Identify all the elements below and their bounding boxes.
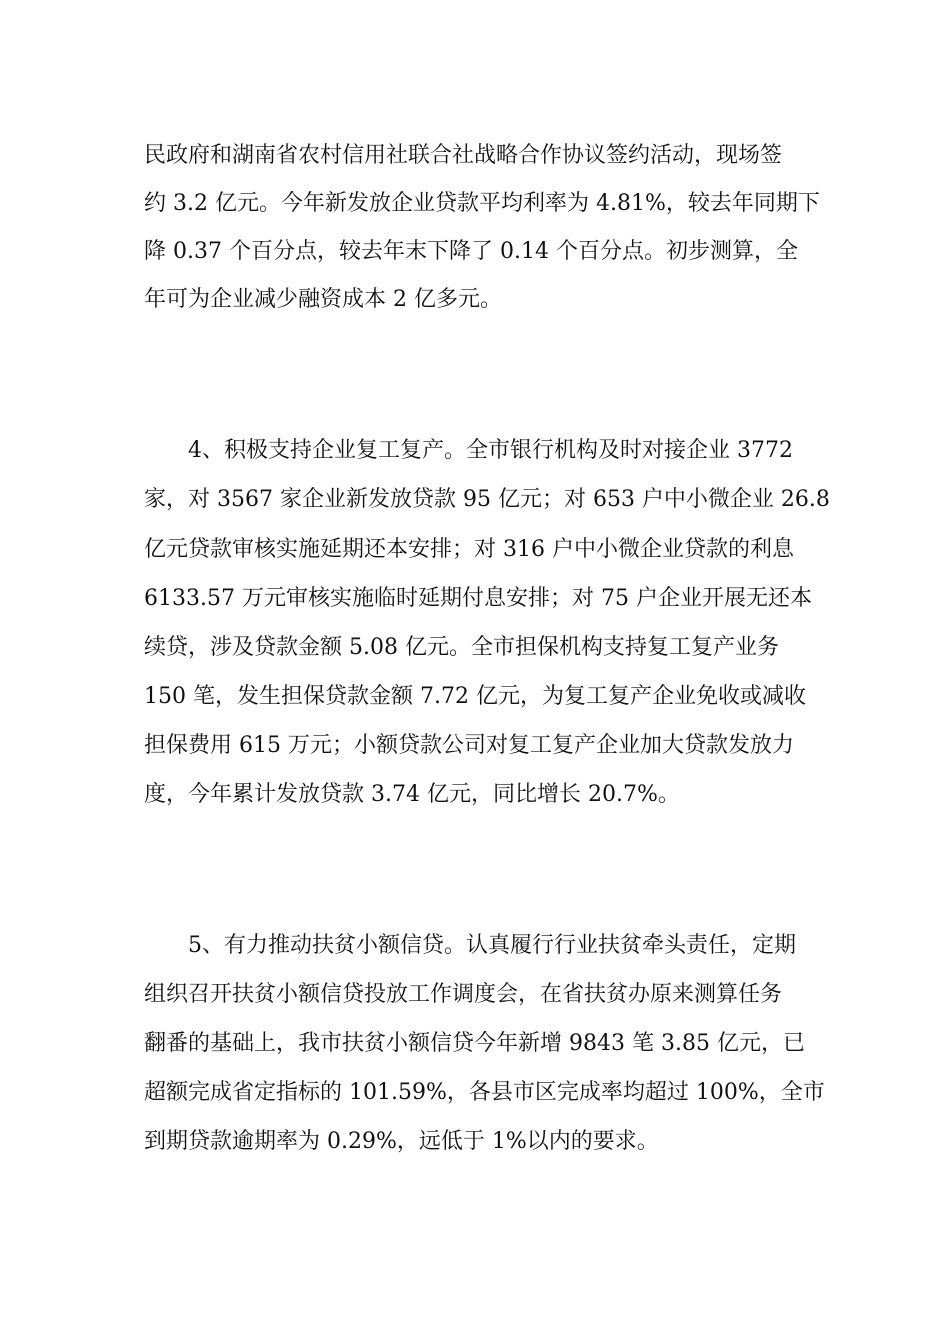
paragraph-1-line-4: 年可为企业减少融资成本 2 亿多元。: [144, 287, 502, 312]
paragraph-1-line-3: 降 0.37 个百分点，较去年末下降了 0.14 个百分点。初步测算，全: [144, 239, 798, 264]
paragraph-2-line-5: 续贷，涉及贷款金额 5.08 亿元。全市担保机构支持复工复产业务: [144, 635, 779, 660]
paragraph-3-line-1: 5、有力推动扶贫小额信贷。认真履行行业扶贫牵头责任，定期: [188, 933, 796, 958]
paragraph-2-line-7: 担保费用 615 万元；小额贷款公司对复工复产企业加大贷款发放力: [144, 733, 794, 758]
paragraph-2-line-6: 150 笔，发生担保贷款金额 7.72 亿元，为复工复产企业免收或减收: [144, 684, 806, 709]
paragraph-2-line-1: 4、积极支持企业复工复产。全市银行机构及时对接企业 3772: [188, 438, 793, 463]
paragraph-2-line-8: 度，今年累计发放贷款 3.74 亿元，同比增长 20.7%。: [144, 782, 680, 807]
paragraph-3-line-2: 组织召开扶贫小额信贷投放工作调度会，在省扶贫办原来测算任务: [144, 982, 783, 1007]
paragraph-3-line-4: 超额完成省定指标的 101.59%，各县市区完成率均超过 100%，全市: [144, 1080, 825, 1105]
paragraph-2-line-4: 6133.57 万元审核实施临时延期付息安排；对 75 户企业开展无还本: [144, 586, 812, 611]
paragraph-1-line-1: 民政府和湖南省农村信用社联合社战略合作协议签约活动，现场签: [144, 143, 783, 168]
paragraph-3-line-5: 到期贷款逾期率为 0.29%，远低于 1%以内的要求。: [144, 1129, 659, 1154]
paragraph-1-line-2: 约 3.2 亿元。今年新发放企业贷款平均利率为 4.81%，较去年同期下: [144, 191, 820, 216]
paragraph-2-line-2: 家，对 3567 家企业新发放贷款 95 亿元；对 653 户中小微企业 26.8: [144, 487, 830, 512]
paragraph-2-line-3: 亿元贷款审核实施延期还本安排；对 316 户中小微企业贷款的利息: [144, 537, 794, 562]
paragraph-3-line-3: 翻番的基础上，我市扶贫小额信贷今年新增 9843 笔 3.85 亿元，已: [144, 1031, 805, 1056]
